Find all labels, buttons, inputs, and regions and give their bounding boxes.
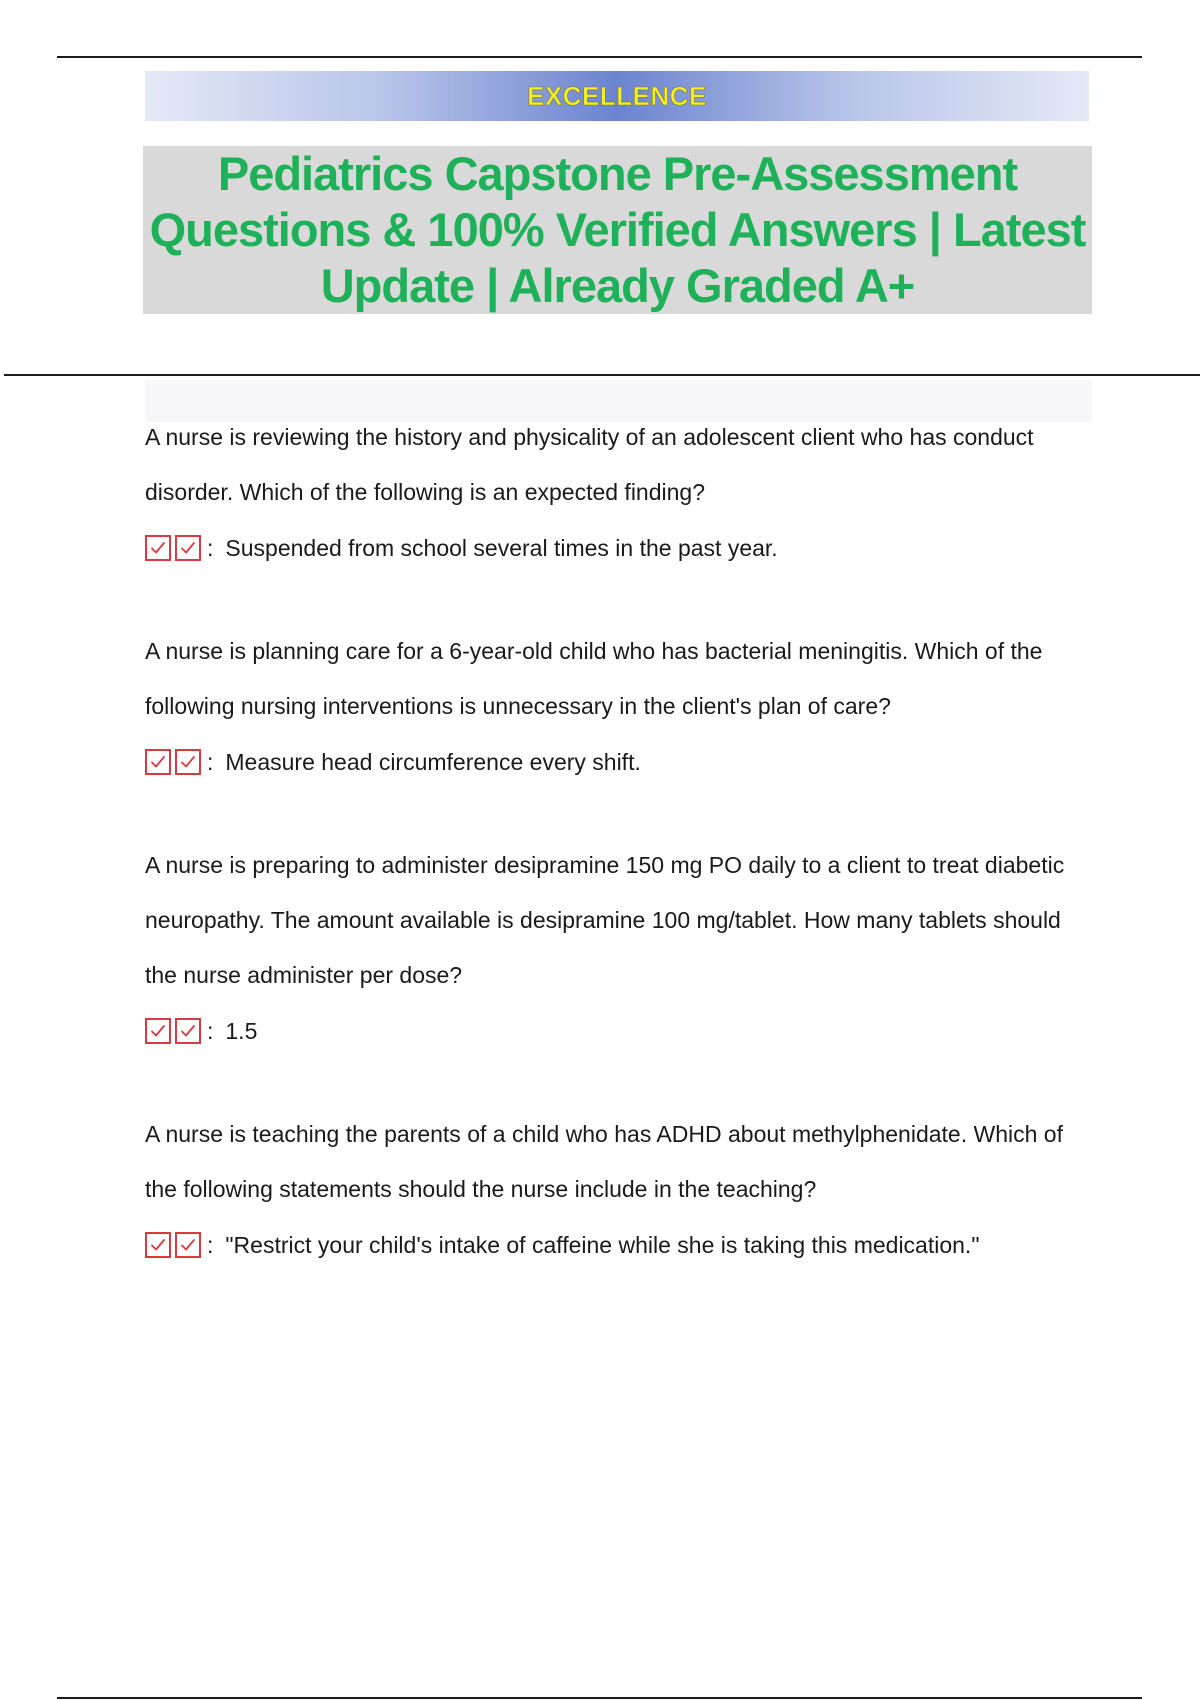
checkbox-check-icon bbox=[175, 749, 201, 775]
header-banner bbox=[145, 71, 1089, 121]
title-box bbox=[143, 146, 1092, 314]
answer-separator: : bbox=[207, 749, 214, 775]
top-divider bbox=[57, 56, 1142, 58]
answer-row bbox=[145, 1225, 1095, 1265]
answer-separator: : bbox=[207, 535, 214, 561]
checkbox-check-icon bbox=[175, 535, 201, 561]
question-text: A nurse is teaching the parents of a child who has ADHD about methylphenidate. Which of the following statements should the nurse include in the teaching? bbox=[145, 1121, 1063, 1202]
checkbox-check-icon bbox=[145, 1018, 171, 1044]
answer-marker bbox=[145, 749, 201, 775]
qa-item bbox=[145, 410, 1095, 568]
section-divider bbox=[4, 374, 1200, 376]
qa-item bbox=[145, 838, 1095, 1051]
answer-marker bbox=[145, 1232, 201, 1258]
answer-text: "Restrict your child's intake of caffeine while she is taking this medication." bbox=[225, 1232, 980, 1258]
answer-separator: : bbox=[207, 1232, 214, 1258]
answer-row bbox=[145, 742, 1095, 782]
banner-label: EXCELLENCE bbox=[527, 80, 707, 111]
question-text: A nurse is preparing to administer desipramine 150 mg PO daily to a client to treat diabetic neuropathy. The amount available is desipramine 100 mg/tablet. How many tablets should the nurse administer per dose? bbox=[145, 852, 1065, 988]
checkbox-check-icon bbox=[145, 749, 171, 775]
answer-row bbox=[145, 528, 1095, 568]
checkbox-check-icon bbox=[145, 535, 171, 561]
answer-text: 1.5 bbox=[225, 1018, 258, 1044]
document-title: Pediatrics Capstone Pre-Assessment Questions & 100% Verified Answers | Latest Update | Already Graded A+ bbox=[149, 147, 1086, 312]
question-text: A nurse is planning care for a 6-year-old child who has bacterial meningitis. Which of the following nursing interventions is unnecessary in the client's plan of care? bbox=[145, 638, 1043, 719]
answer-marker bbox=[145, 1018, 201, 1044]
qa-item bbox=[145, 1107, 1095, 1265]
answer-text: Suspended from school several times in the past year. bbox=[225, 535, 778, 561]
checkbox-check-icon bbox=[175, 1232, 201, 1258]
qa-item bbox=[145, 624, 1095, 782]
answer-separator: : bbox=[207, 1018, 214, 1044]
answer-marker bbox=[145, 535, 201, 561]
checkbox-check-icon bbox=[145, 1232, 171, 1258]
checkbox-check-icon bbox=[175, 1018, 201, 1044]
question-text: A nurse is reviewing the history and physicality of an adolescent client who has conduct disorder. Which of the following is an expected finding? bbox=[145, 424, 1034, 505]
answer-row bbox=[145, 1011, 1095, 1051]
bottom-divider bbox=[57, 1697, 1142, 1699]
qa-list bbox=[145, 410, 1095, 1321]
answer-text: Measure head circumference every shift. bbox=[225, 749, 641, 775]
